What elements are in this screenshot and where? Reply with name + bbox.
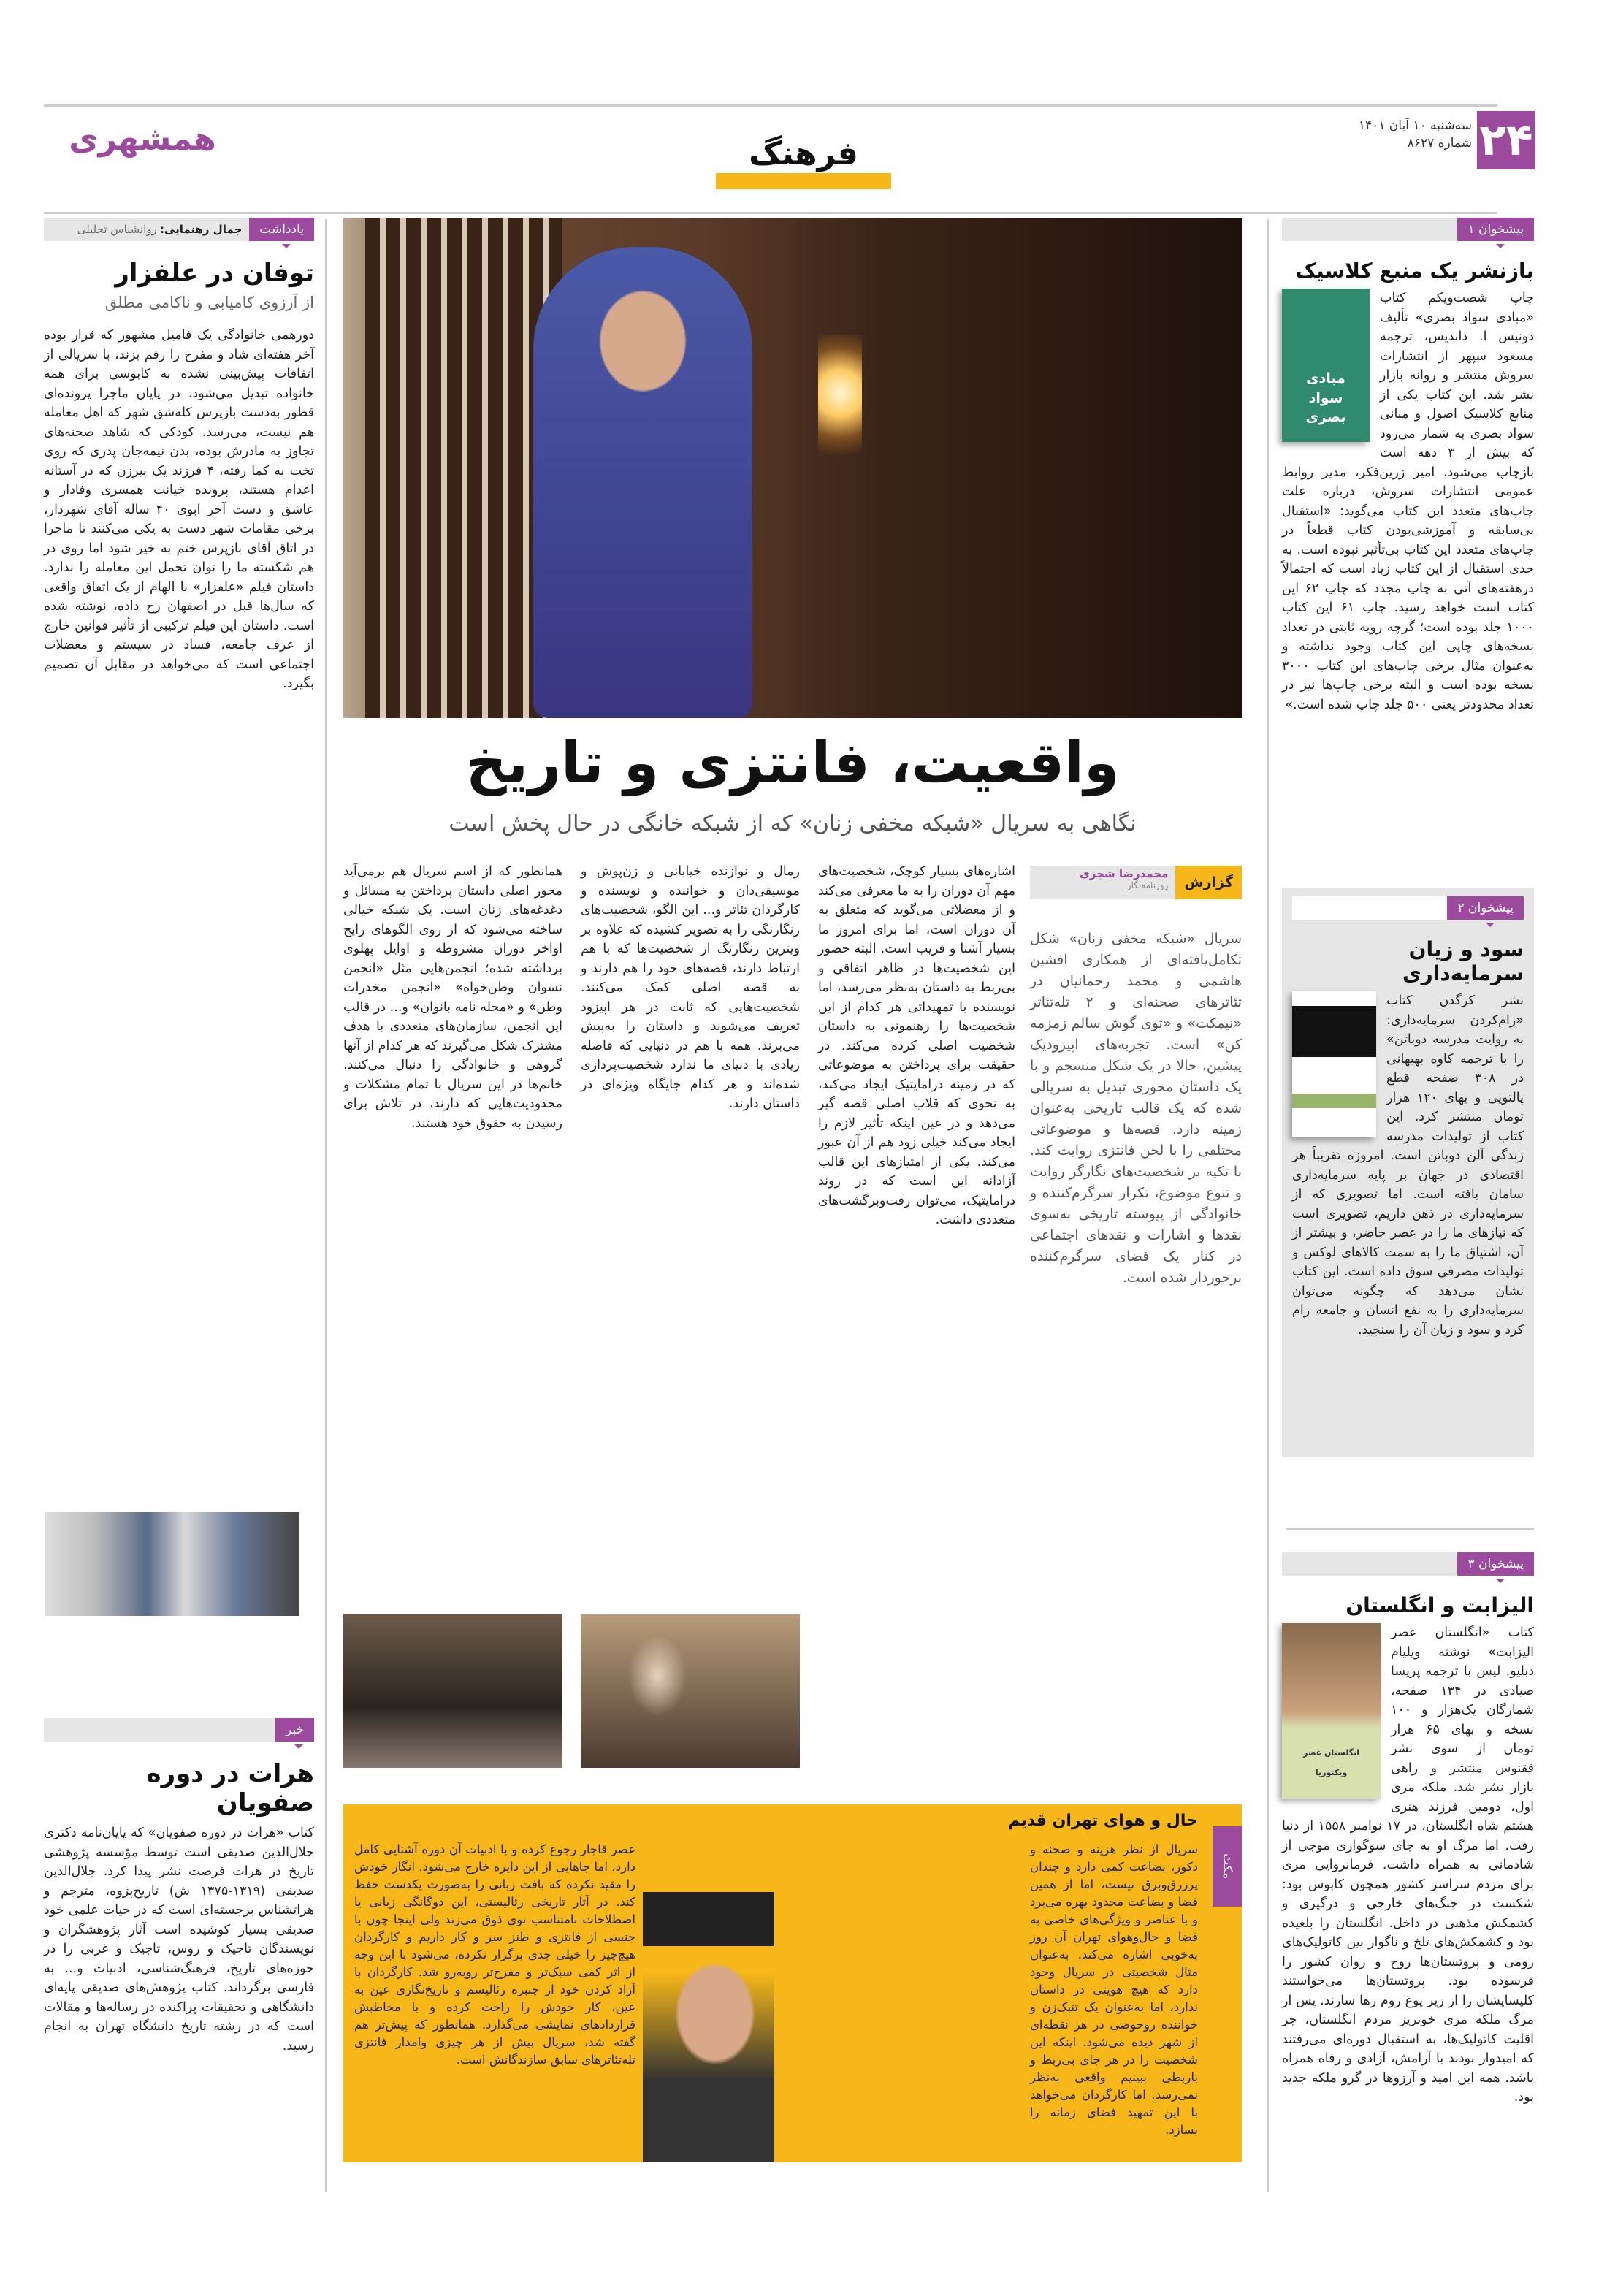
sidebar-text: کتاب «انگلستان عصر الیزابت» نوشته ویلیام دبلیو. لیس با ترجمه پریسا صیادی در ۱۳۴ صفحه، شمارگان یک‌هزار و ۱۰۰ نسخه و بهای ۶۵ هزار تومان از سوی نشر ققنوس منتشر و راهی بازار نشر شد. ملکه مری اول، دومین فرزند هنری هشتم شاه انگلستان، در ۱۷ نوامبر ۱۵۵۸ از دنیا رفت. اما مرگ او به جای سوگواری موجی از شادمانی به همراه داشت. فرمانروایی مری برای مردم سراسر کشور همچون کابوس بود: شکست در جنگ‌های خارجی و درگیری و کشمکش مذهبی در داخل. انگلستان را بلعیده بود و کشمکش‌های تلخ و ناگوار بین کاتولیک‌های رومی و پروتستان‌ها روح و روان کشور را فرسوده بود. پروتستان‌ها می‌خواستند کلیسایشان را از زیر یوغ روم رها سازند. پس از مرگ ملکه مری خونریز مردم انگلستان، جز اقلیت کاتولیک‌ها، به استقبال دوره‌ای می‌رفتند که امیدوار بودند با آرامش، آزادی و رفاه همراه باشد. همه این امید و آرزوها در گرو ملکه جدید بود. <box>1282 1625 1535 2105</box>
woman-figure <box>533 247 752 718</box>
kicker-tag: پیشخوان ۲ <box>1447 896 1524 920</box>
book-cover-image <box>1292 991 1376 1137</box>
kicker <box>44 1718 314 1742</box>
opinion-column <box>44 218 314 694</box>
kicker <box>1292 896 1524 920</box>
sidebar-box <box>343 1804 1242 2162</box>
news-item <box>44 1718 314 2056</box>
article-column: رمال و نوازنده خیابانی و زن‌پوش و موسیقی‌دان و خواننده و نویسنده و کارگردان تئاتر و... این الگو، شخصیت‌های رنگارنگی را به تصویر کشیده که علاوه بر ویترین رنگارنگ از شخصیت‌ها که با هم ارتباط دارند، قصه‌های خود را هم دارند و به قصه اصلی کمک می‌کنند. شخصیت‌هایی که ثابت در هر اپیزود تعریف می‌شوند و داستان را به‌پیش می‌برند. همه با هم در دنیایی که فاصله زیادی با دنیای ما ندارد شخصیت‌پردازی شده‌اند و هر کدام جایگاه ویژه‌ای در داستان دارند. <box>581 864 800 1111</box>
section-title <box>716 135 891 172</box>
kicker <box>1282 1552 1534 1576</box>
lead-paragraph: سریال «شبکه مخفی زنان» شکل تکامل‌یافته‌ای از همکاری افشین هاشمی و محمد رحمانیان در تئاترهای صحنه‌ای و ۲ تله‌تئاتر «نیمکت» و «توی گوش سالم زمزمه کن» است. تجربه‌های اپیزودیک پیشین، حالا در یک شکل منسجم و با یک داستان محوری تبدیل به سریالی شده که یک قالب تاریخی به‌عنوان زمینه دارد. قصه‌ها و موضوعاتی مختلفی را با لحن فانتزی روایت کند. با تکیه بر شخصیت‌های نگارگر روایت و تنوع موضوع، تکرار سرگرم‌کننده و خانوادگی از پیوسته تاریخی به‌سوی نقدها و اشارات و نقدهای اجتماعی در کنار یک فضای سرگرم‌کننده برخوردار شده است. <box>1030 931 1242 1286</box>
author-role: روزنامه‌نگار <box>1126 880 1169 890</box>
sidebar-title: الیزابت و انگلستان <box>1345 1593 1534 1617</box>
sidebar-body <box>1292 991 1524 1340</box>
date: سه‌شنبه ۱۰ آبان ۱۴۰۱ <box>1358 118 1472 133</box>
kicker <box>1282 218 1534 241</box>
main-photo <box>343 218 1242 718</box>
news-title: هرات در دوره صفویان <box>146 1759 314 1818</box>
kicker-tag: پیشخوان ۳ <box>1457 1552 1534 1576</box>
sidebar-item-1 <box>1282 218 1534 714</box>
opinion-title: توفان در علفزار <box>115 259 314 288</box>
sidebar-item-3 <box>1282 1552 1534 2108</box>
box-title: حال و هوای تهران قدیم <box>1008 1812 1198 1830</box>
kicker-tag: خبر <box>275 1718 314 1742</box>
sidebar-text: نشر کرگدن کتاب «رام‌کردن سرمایه‌داری: به روایت مدرسه دوباتن» را با ترجمه کاوه بهبهانی در ۳۰۸ صفحه قطع پالتویی و بهای ۱۲۰ هزار تومان منتشر کرد. این کتاب از تولیدات مدرسه زندگی آلن دوباتن است. امروزه تقریباً هر اقتصادی در جهان بر پایه سرمایه‌داری سامان یافته است. اما تصویری که از سرمایه‌داری در ذهن داریم، تصویری است که نیازهای ما را در عصر حاضر، و بیشتر از آن، اشتیاق ما را به سمت کالاهای لوکس و تولیدات مصرفی سوق داده است. این کتاب نشان می‌دهد که چگونه می‌توان سرمایه‌داری را به نفع انسان و جامعه رام کرد و سود و زیان آن را سنجید. <box>1292 993 1524 1338</box>
lamp <box>818 335 862 481</box>
author-name: محمدرضا شجری <box>1080 867 1169 880</box>
author <box>70 218 250 241</box>
author-name: جمال رهنمایی: <box>159 223 243 236</box>
newspaper-logo: همشهری <box>69 121 216 158</box>
column-photo <box>343 1614 562 1768</box>
news-body: کتاب «هرات در دوره صفویان» که پایان‌نامه دکتری جلال‌الدین صدیقی است توسط مؤسسه پژوهشی تاریخ در هرات فرصت نشر پیدا کرد. جلال‌الدین صدیقی (۱۳۱۹-۱۳۷۵ ش) تاریخ‌پژوه، مترجم و هراتشناس برجسته‌ای است که در حیات علمی خود صدیقی بسیار کوشیده است آثار پژوهشگران و نویسندگان تاجیک و روس، تاجیک و غربی را در حوزه‌های تاریخ، فرهنگ‌شناسی، ادبیات و... به فارسی برگرداند. کتاب پژوهش‌های صدیقی پایه‌ای دانشگاهی و تحقیقات پراکنده در رساله‌ها و مقالات است که در رشته تاریخ دانشگاه تهران به انجام رسید. <box>44 1826 315 2053</box>
kicker-tag: پیشخوان ۱ <box>1457 218 1534 241</box>
byline <box>1030 866 1242 1289</box>
article-column: همانطور که از اسم سریال هم برمی‌آید محور اصلی داستان پرداختن به مسائل و دغدغه‌های زنان است. یک شبکه خیالی ساخته می‌شود که از روی الگوهای رایج اواخر دوران مشروطه و اوایل پهلوی برداشته شده؛ انجمن‌هایی مثل «انجمن نسوان وطن‌خواه» «انجمن مخدرات وطن» و «مجله نامه بانوان» و... در قالب این انجمن، سازمان‌های متعددی با هدف مشترک شکل می‌گیرند که هر کدام از آنها گروهی و خانوادگی را دنبال می‌کنند. خانم‌ها در این سریال با تمام مشکلات و محدودیت‌هایی که دارند، در تلاش برای رسیدن به حقوق خود هستند. <box>343 864 562 1131</box>
sidebar-body <box>1282 1623 1534 2108</box>
issue-number: شماره ۸۶۲۷ <box>1407 136 1472 150</box>
kicker-tag: یادداشت <box>249 218 314 241</box>
page-number: ۲۴ <box>1477 111 1535 169</box>
opinion-subtitle: از آرزوی کامیابی و ناکامی مطلق <box>104 294 314 311</box>
box-text-right: سریال از نظر هزینه و صحنه و دکور، بضاعت کمی دارد و چندان پرزرق‌وبرق نیست، اما از همین فضا و بضاعت محدود بهره می‌برد و با عناصر و ویژگی‌های خاصی به فضا و حال‌وهوای تهران آن روز به‌خوبی اشاره می‌کند. به‌عنوان مثال شخصیتی در سریال وجود دارد که هیچ هویتی در داستان ندارد، اما به‌عنوان یک تنبک‌زن و خواننده روحوضی در هر نقطه‌ای از شهر دیده می‌شود. اینکه این شخصیت را در هر جای بی‌ربط و باربطی ببینیم واقعی به‌نظر نمی‌رسد. اما کارگردان می‌خواهد با این تمهید فضای زمانه را بسازد. <box>1030 1842 1198 2137</box>
sidebar-title: بازنشر یک منبع کلاسیک <box>1295 259 1534 283</box>
sidebar-item-2 <box>1282 888 1534 1457</box>
box-text-left: عصر قاجار رجوع کرده و با ادبیات آن دوره آشنایی کامل دارد، اما جاهایی از این دایره خارج می‌شود. انگار خودش را مقید نکرده که بافت زبانی را به‌صورت یکدست حفظ کند. در آثار تاریخی رئالیستی، این دوگانگی زبانی یا اصطلاحات نامتناسب توی ذوق می‌زند ولی اینجا چون با جنسی از فانتزی و طنز سر و کار داریم و کارگردان هیچ‌چیز را خیلی جدی برگزار نکرده، می‌شود با این وجه از اثر کمی سبک‌تر و مفرح‌تر روبه‌رو شد. کارگردان با آزاد کردن خود از چنبره رئالیسم و تاریخ‌نگاری عین به عین، کار خودش را راحت کرده و با مخاطبش قراردادهای نمایشی می‌گذارد. همانطور که پیش‌تر هم گفته شد، سریال بیش از هر چیزی وامدار فانتزی تله‌تئاترهای سابق سازندگانش است. <box>354 1842 635 2067</box>
opinion-photo <box>45 1512 299 1616</box>
author-role: روانشناس تحلیلی <box>77 223 157 236</box>
character-photo <box>643 1892 774 2162</box>
kicker <box>44 218 314 241</box>
column-photo-2 <box>581 1614 800 1768</box>
book-cover-image: انگلستان عصر ویکتوریا <box>1282 1623 1381 1799</box>
sidebar-body <box>1282 289 1534 714</box>
book-cover-image: مبادی سواد بصری <box>1282 289 1370 442</box>
sidebar-text: چاپ شصت‌ویکم کتاب «مبادی سواد بصری» تألیف دونیس ا. داندیس، ترجمه مسعود سپهر از انتشارات سروش منتشر و روانه بازار نشر شد. این کتاب یکی از منابع کلاسیک اصول و مبانی سواد بصری به شمار می‌رود که بیش از ۳ دهه است بازچاپ می‌شود. امیر زرین‌فکر، مدیر روابط عمومی انتشارات سروش، درباره علت چاپ‌های متعدد این کتاب می‌گوید: «استقبال بی‌سابقه و آموزشی‌بودن کتاب قطعاً در چاپ‌های متعدد این کتاب بی‌تأثیر نبوده است. به حدی استقبال از این کتاب زیاد است که احتمالاً درهفته‌های آتی به چاپ مجدد که چاپ ۶۲ این کتاب است خواهد رسید. چاپ ۶۱ این کتاب ۱۰۰۰ جلد بوده است؛ گرچه رویه ثابتی در تعداد نسخه‌های چاپی این کتاب وجود نداشته و به‌عنوان مثال برخی چاپ‌های این کتاب ۳۰۰۰ نسخه بوده است و البته برخی چاپ‌ها نیز در تعداد محدودتر یعنی ۵۰۰ جلد چاپ شده است.» <box>1282 291 1534 712</box>
issue-info <box>1329 117 1472 152</box>
kicker-tag: گزارش <box>1175 866 1242 899</box>
section-label: فرهنگ <box>749 135 858 172</box>
box-tag: مکث <box>1213 1826 1242 1907</box>
opinion-body: دورهمی خانوادگی یک فامیل مشهور که قرار بوده آخر هفته‌ای شاد و مفرح را رقم بزند، با سریالی از اتفاقات پیش‌بینی نشده به کابوسی برای همه خانواده تبدیل می‌شود. در پایان ماجرا پرونده‌ای قطور به‌دست بازپرس کله‌شق شهر که اهل معامله هم نیست، می‌رسد. کودکی که شاهد صحنه‌های تجاوز به مادرش بوده، بدن نیمه‌جان پدری که روی تخت به کما رفته، ۴ فرزند یک پیرزن که در آستانه اعدام هستند، پرونده خیانت همسری وفادار و عاشق و دست آخر ابوی ۴۰ ساله آقای شهردار، برخی مقامات شهر دست به یکی می‌کنند تا ماجرا در اتاق آقای بازپرس ختم به خیر شود اما روی در هم شکسته ما را توان تحمل این معامله را ندارد. داستان فیلم «علفزار» با الهام از یک اتفاق واقعی که سال‌ها قبل در اصفهان رخ داده، نوشته شده است. داستان این فیلم ترکیبی از تأثیر قوانین خارج از عرف جامعه، فساد در سیستم و معضلات اجتماعی است که می‌خواهد در مقابل آن تصمیم بگیرد. <box>44 328 315 691</box>
subheadline: نگاهی به سریال «شبکه مخفی زنان» که از شبکه خانگی در حال پخش است <box>448 811 1137 836</box>
headline: واقعیت، فانتزی و تاریخ <box>465 731 1120 796</box>
sidebar-title: سود و زیان سرمایه‌داری <box>1402 937 1524 985</box>
article-column: اشاره‌های بسیار کوچک، شخصیت‌های مهم آن دوران را به ما معرفی می‌کند و از معضلاتی می‌گوید که متعلق به آن دوران است، اما برای امروز ما بسیار آشنا و قریب است. البته حضور این شخصیت‌ها در ظاهر اتفاقی و بی‌ربط به داستان به‌نظر می‌رسد، اما نویسنده با تمهیداتی هر کدام از این شخصیت‌ها را رهنمونی به داستان شخصیت اصلی کرده می‌کند. در حقیقت برای پرداختن به موضوعاتی که در زمینه درامایتیک ایجاد می‌کند، به نحوی که قلاب اصلی قصه گیر می‌دهد و در عین اینکه تأثیر لازم را ایجاد می‌کند خیلی زود هم از آن عبور می‌کند. یکی از امتیازهای این قالب آزادانه این است که در روند درامایتیک، می‌توان رفت‌وبرگشت‌های متعددی داشت. <box>818 864 1015 1227</box>
